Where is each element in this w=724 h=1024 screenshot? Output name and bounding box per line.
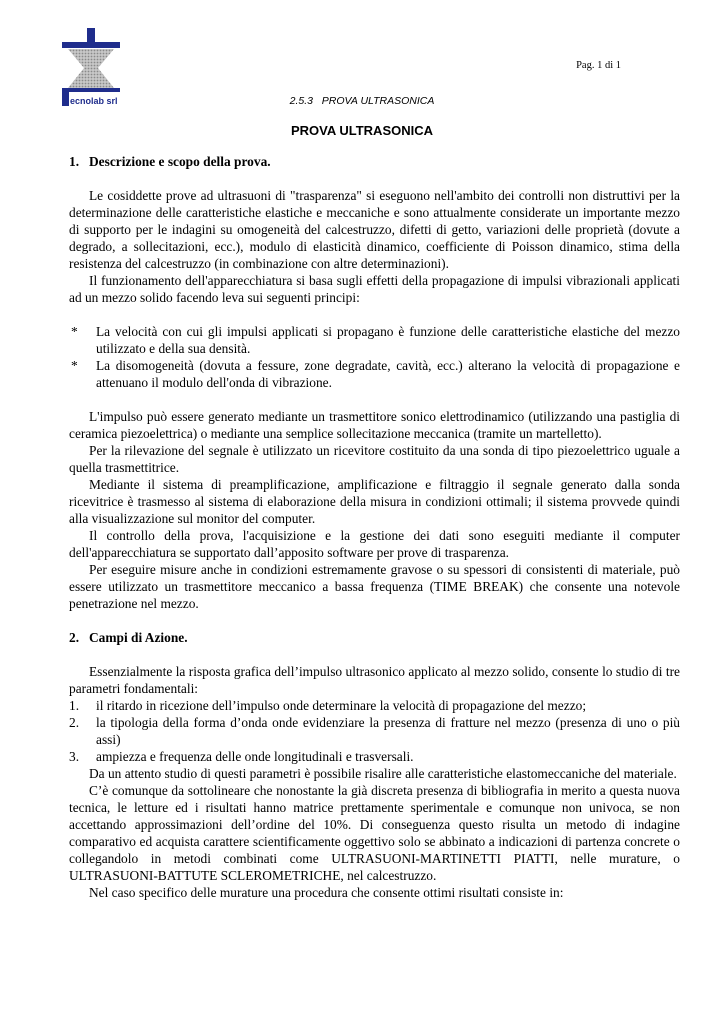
list-item-text: la tipologia della forma d’onda onde evidenziare la presenza di fratture nel mezzo (presenza di uno o più assi) bbox=[96, 715, 680, 747]
list-item bbox=[69, 748, 680, 765]
paragraph: Da un attento studio di questi parametri è possibile risalire alle caratteristiche elastomeccaniche del materiale. bbox=[89, 766, 677, 781]
paragraph: Essenzialmente la risposta grafica dell’impulso ultrasonico applicato al mezzo solido, consente lo studio di tre parametri fondamentali: bbox=[69, 664, 680, 696]
paragraph: Per la rilevazione del segnale è utilizzato un ricevitore costituito da una sonda di tipo piezoelettrico uguale a quella trasmettitrice. bbox=[69, 443, 680, 475]
list-item bbox=[69, 357, 680, 391]
section-reference: 2.5.3 PROVA ULTRASONICA bbox=[289, 95, 435, 107]
paragraph: Il controllo della prova, l'acquisizione e la gestione dei dati sono eseguiti mediante il computer dell'apparecchiatura se supportato dall’apposito software per prove di trasparenza. bbox=[69, 528, 680, 560]
list-number: 3. bbox=[69, 749, 80, 764]
bullet-marker: * bbox=[71, 358, 78, 373]
logo-text: ecnolab srl bbox=[70, 96, 118, 106]
paragraph: Mediante il sistema di preamplificazione, amplificazione e filtraggio il segnale generato dalla sonda ricevitrice è trasmesso al sistema di elaborazione della misura in condizioni ottimali; il sistema provvede quindi alla visualizzazione sul monitor del computer. bbox=[69, 477, 680, 526]
paragraph: C’è comunque da sottolineare che nonostante la già discreta presenza di bibliografia in merito a questa nuova tecnica, le letture ed i risultati hanno matrice prettamente sperimentale e comunque non univoca, se non accettando approssimazioni dell’ordine del 10%. Di conseguenza questo risulta un metodo di indagine comparativo ed acquista carattere scientificamente oggettivo solo se abbinato a indicazioni di partenza concrete o collegandolo in metodi combinati come ULTRASUONI-MARTINETTI PIATTI, nelle murature, o ULTRASUONI-BATTUTE SCLEROMETRICHE, nel calcestruzzo. bbox=[69, 783, 680, 883]
document-body bbox=[69, 153, 680, 901]
paragraph: Per eseguire misure anche in condizioni estremamente gravose o su spessori di consistenti di materiale, può essere utilizzato un trasmettitore meccanico a bassa frequenza (TIME BREAK) che consente una notevole penetrazione nel mezzo. bbox=[69, 562, 680, 611]
section-2-number: 2. bbox=[69, 630, 80, 645]
section-1-heading bbox=[69, 153, 680, 170]
page-number: Pag. 1 di 1 bbox=[576, 60, 621, 71]
list-item-text: La disomogeneità (dovuta a fessure, zone degradate, cavità, ecc.) alterano la velocità di propagazione e attenuano il modulo dell'onda di vibrazione. bbox=[96, 358, 680, 390]
section-1-title: Descrizione e scopo della prova. bbox=[89, 154, 271, 169]
list-item bbox=[69, 697, 680, 714]
list-item-text: ampiezza e frequenza delle onde longitudinali e trasversali. bbox=[96, 749, 414, 764]
section-2-heading bbox=[69, 629, 680, 646]
list-number: 1. bbox=[69, 698, 80, 713]
list-item-text: il ritardo in ricezione dell’impulso onde determinare la velocità di propagazione del mezzo; bbox=[96, 698, 587, 713]
document-title: PROVA ULTRASONICA bbox=[290, 123, 434, 138]
paragraph: Nel caso specifico delle murature una procedura che consente ottimi risultati consiste in: bbox=[89, 885, 564, 900]
section-2-title: Campi di Azione. bbox=[89, 630, 188, 645]
list-item bbox=[69, 714, 680, 748]
list-item bbox=[69, 323, 680, 357]
paragraph: Le cosiddette prove ad ultrasuoni di "trasparenza" si eseguono nell'ambito dei controlli non distruttivi per la determinazione delle caratteristiche elastiche e meccaniche e sono attualmente considerate un importante mezzo di supporto per le indagini su omogeneità del calcestruzzo, difetti di getto, variazioni delle proprietà (dovute a degrado, a sollecitazioni, ecc.), modulo di elasticità dinamico, coefficiente di Poisson dinamico, stima della resistenza del calcestruzzo (in combinazione con altre determinazioni). bbox=[69, 188, 680, 271]
list-item-text: La velocità con cui gli impulsi applicati si propagano è funzione delle caratteristiche elastiche del mezzo utilizzato e della sua densità. bbox=[96, 324, 680, 356]
paragraph: L'impulso può essere generato mediante un trasmettitore sonico elettrodinamico (utilizzando una pastiglia di ceramica piezoelettrica) o mediante una semplice sollecitazione meccanica (tramite un martelletto). bbox=[69, 409, 680, 441]
list-number: 2. bbox=[69, 715, 80, 730]
section-1-number: 1. bbox=[69, 154, 80, 169]
paragraph: Il funzionamento dell'apparecchiatura si basa sugli effetti della propagazione di impulsi vibrazionali applicati ad un mezzo solido facendo leva sui seguenti principi: bbox=[69, 273, 680, 305]
bullet-marker: * bbox=[71, 324, 78, 339]
